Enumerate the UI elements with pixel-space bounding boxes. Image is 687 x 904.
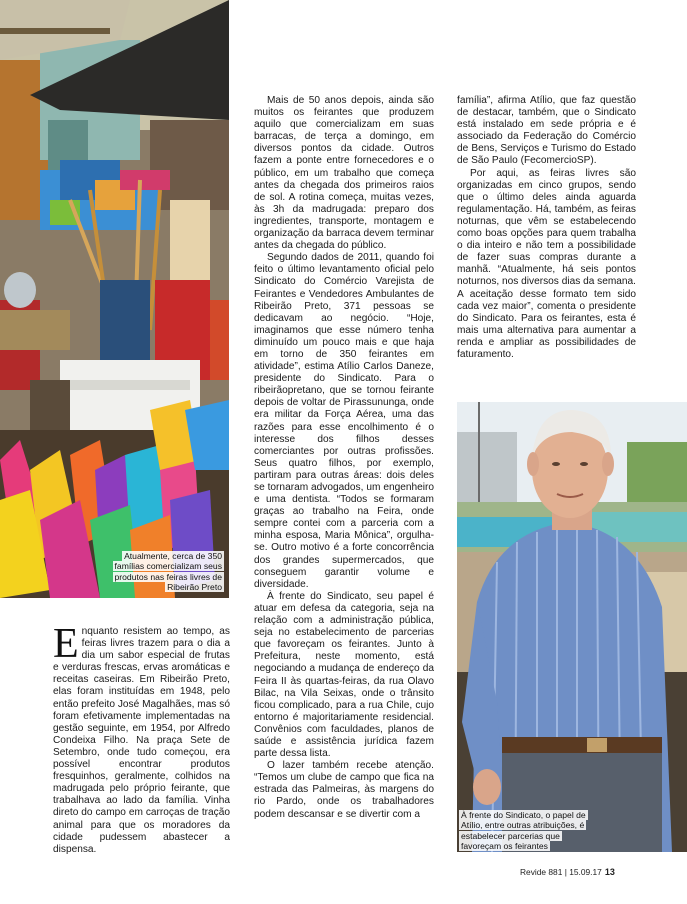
- article-paragraph: Por aqui, as feiras livres são organizadas em cinco grupos, sendo que o último deles ainda aguarda regulamentação. Há, também, as feiras noturnas, que vêm se estabelecendo como boas opções para quem trabalha o dia inteiro e não tem a possibilidade de fazer suas compras durante a manhã. “Atualmente, há seis pontos noturnos, nos diversos dias da semana. A aceitação desse formato tem sido cada vez maior”, comenta o presidente do Sindicato. Para os feirantes, esta é mais uma alternativa para aumentar a renda e ampliar as possibilidades de faturamento.: [457, 167, 636, 360]
- drop-cap: E: [53, 621, 79, 667]
- market-photo-caption: Atualmente, cerca de 350 famílias comercializam seus produtos nas feiras livres de Ribeirão Preto: [114, 551, 222, 593]
- portrait-photo-caption: À frente do Sindicato, o papel de Atílio, entre outras atribuições, é estabelecer parcerias que favoreçam os feirantes: [461, 810, 586, 852]
- article-paragraph: À frente do Sindicato, seu papel é atuar em defesa da categoria, seja na relação com a administração pública, seja no estabelecimento de parcerias que favoreçam os feirantes. Junto à Prefeitura, neste momento, está negociando a mudança de endereço da Feira II às quartas-feiras, da rua Olavo Bilac, na Vila Seixas, onde o trânsito ficou complicado, para a rua Chile, cujo entorno é majoritariamente residencial. Convênios com faculdades, planos de saúde e assistência jurídica fazem parte dessa lista.: [254, 590, 434, 760]
- portrait-photo-illustration: [457, 402, 687, 852]
- article-paragraph: O lazer também recebe atenção. “Temos um clube de campo que fica na estrada das Palmeiras, às margens do rio Pardo, onde os trabalhadores podem descansar e se divertir com a: [254, 760, 434, 820]
- page-footer: [520, 867, 615, 877]
- article-paragraph: família”, afirma Atílio, que faz questão de destacar, também, que o Sindicato está instalado em sede própria e é associado da Federação do Comércio de Bens, Serviços e Turismo do Estado de São Paulo (FecomercioSP).: [457, 95, 636, 167]
- article-paragraph: Mais de 50 anos depois, ainda são muitos os feirantes que produzem aquilo que comercializam em suas barracas, de terça a domingo, em diversos pontos da cidade. Outros fazem a ponte entre fornecedores e o público, em um trabalho que começa antes da chegada dos primeiros raios de sol. A rotina começa, muitas vezes, às 3h da madrugada: preparo dos ingredientes, transporte, montagem e organização da barraca devem terminar antes da chegada do público.: [254, 95, 434, 252]
- issue-info: Revide 881 | 15.09.17: [520, 867, 602, 877]
- page-number: 13: [604, 867, 615, 877]
- article-column-1: [53, 621, 230, 856]
- market-photo-illustration: [0, 0, 229, 598]
- article-paragraph: [53, 621, 230, 856]
- article-paragraph: Segundo dados de 2011, quando foi feito o último levantamento oficial pelo Sindicato do Comércio Varejista de Feirantes e Vendedores Ambulantes de Ribeirão Preto, 371 pessoas se dedicavam ao negócio. “Hoje, imaginamos que esse número tenha diminuído um pouco mais e que haja em torno de 350 feirantes em atividade”, estima Atílio Carlos Daneze, presidente do Sindicato. Para o ribeirãopretano, que se tornou feirante depois de voltar de Pirassununga, onde era militar da Força Aérea, uma das razões para esse encolhimento é o interesse dos filhos desses comerciantes por outras profissões. Seus quatro filhos, por exemplo, partiram para outras áreas: dois deles se tornaram advogados, um engenheiro e uma dentista. “Todos se formaram graças ao trabalho na Feira, onde sempre contei com a parceria com a minha esposa, Maria Mônica”, orgulha-se. Outro motivo é a forte concorrência dos grandes supermercados, que conseguem garantir volume e diversidade.: [254, 252, 434, 590]
- paragraph-text: nquanto resistem ao tempo, as feiras livres trazem para o dia a dia um sabor especial de frutas e verduras frescas, ervas aromáticas e receitas caseiras. Em Ribeirão Preto, elas foram instituídas em 1948, pelo então prefeito José Magalhães, mas só foram efetivamente implementadas na gestão seguinte, em 1954, por Alfredo Condeixa Filho. Na praça Sete de Setembro, onde tudo começou, era possível encontrar produtos fresquinhos, geralmente, colhidos na madrugada pelo próprio feirante, que trabalhava ao lado da família. Vinha direto do campo em carroças de tração animal para que os moradores da cidade pudessem abastecer a dispensa.: [53, 626, 230, 855]
- article-column-2: [254, 95, 434, 821]
- market-photo: [0, 0, 229, 598]
- portrait-photo: [457, 402, 687, 852]
- article-column-3: [457, 95, 636, 361]
